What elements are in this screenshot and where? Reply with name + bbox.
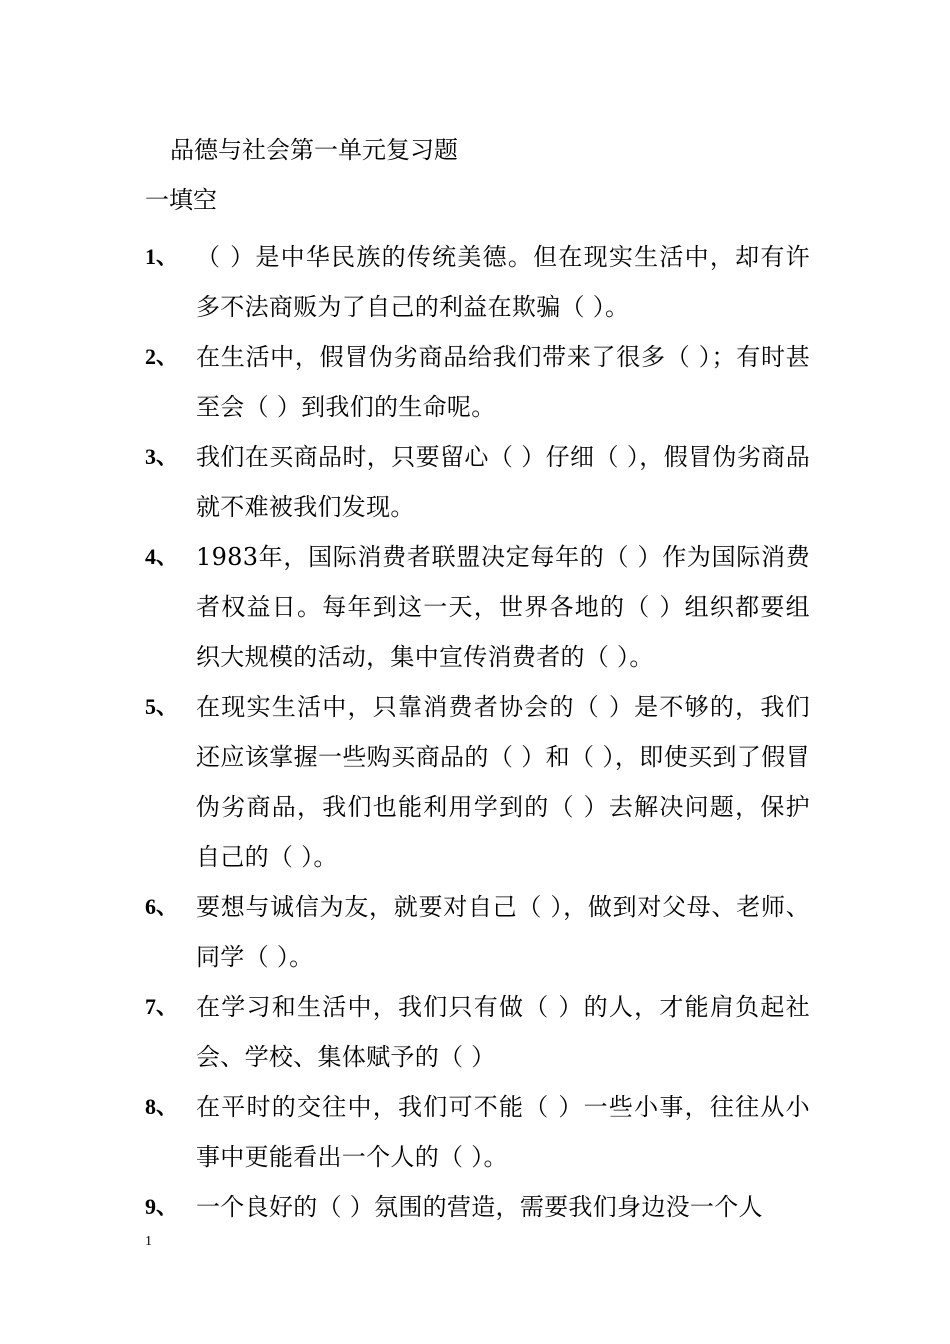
question-text: （ ）是中华民族的传统美德。但在现实生活中，却有许多不法商贩为了自己的利益在欺骗（ ）。	[196, 243, 810, 321]
question-item	[145, 1182, 810, 1232]
question-number: 1、	[145, 244, 179, 269]
question-text: 在平时的交往中，我们可不能（ ）一些小事，往往从小事中更能看出一个人的（ ）。	[196, 1093, 810, 1171]
question-number: 4、	[145, 544, 179, 569]
question-item	[145, 232, 810, 332]
question-text: 在学习和生活中，我们只有做（ ）的人，才能肩负起社会、学校、集体赋予的（ ）	[196, 993, 810, 1071]
question-number: 6、	[145, 894, 179, 919]
section-heading: 一填空	[145, 186, 217, 214]
question-item	[145, 882, 810, 982]
question-number: 5、	[145, 694, 179, 719]
page-title: 品德与社会第一单元复习题	[170, 136, 458, 164]
question-item	[145, 982, 810, 1082]
question-text: 我们在买商品时，只要留心（ ）仔细（ ），假冒伪劣商品就不难被我们发现。	[196, 443, 810, 521]
question-text: 在现实生活中，只靠消费者协会的（ ）是不够的，我们还应该掌握一些购买商品的（ ）和（ ），即使买到了假冒伪劣商品，我们也能利用学到的（ ）去解决问题，保护自己的（ ）。	[196, 693, 810, 871]
question-item	[145, 682, 810, 882]
question-item	[145, 532, 810, 682]
question-number: 7、	[145, 994, 179, 1019]
question-text: 在生活中，假冒伪劣商品给我们带来了很多（ ）；有时甚至会（ ）到我们的生命呢。	[196, 343, 810, 421]
question-text: 1983年，国际消费者联盟决定每年的（ ）作为国际消费者权益日。每年到这一天，世界各地的（ ）组织都要组织大规模的活动，集中宣传消费者的（ ）。	[196, 543, 810, 671]
question-number: 2、	[145, 344, 179, 369]
question-list	[145, 232, 810, 1232]
page-number: 1	[145, 1234, 152, 1249]
question-number: 8、	[145, 1094, 179, 1119]
question-text: 要想与诚信为友，就要对自己（ ），做到对父母、老师、同学（ ）。	[196, 893, 810, 971]
question-text: 一个良好的（ ）氛围的营造，需要我们身边没一个人	[196, 1193, 763, 1221]
question-number: 3、	[145, 444, 179, 469]
question-item	[145, 332, 810, 432]
question-item	[145, 432, 810, 532]
question-item	[145, 1082, 810, 1182]
question-number: 9、	[145, 1194, 179, 1219]
